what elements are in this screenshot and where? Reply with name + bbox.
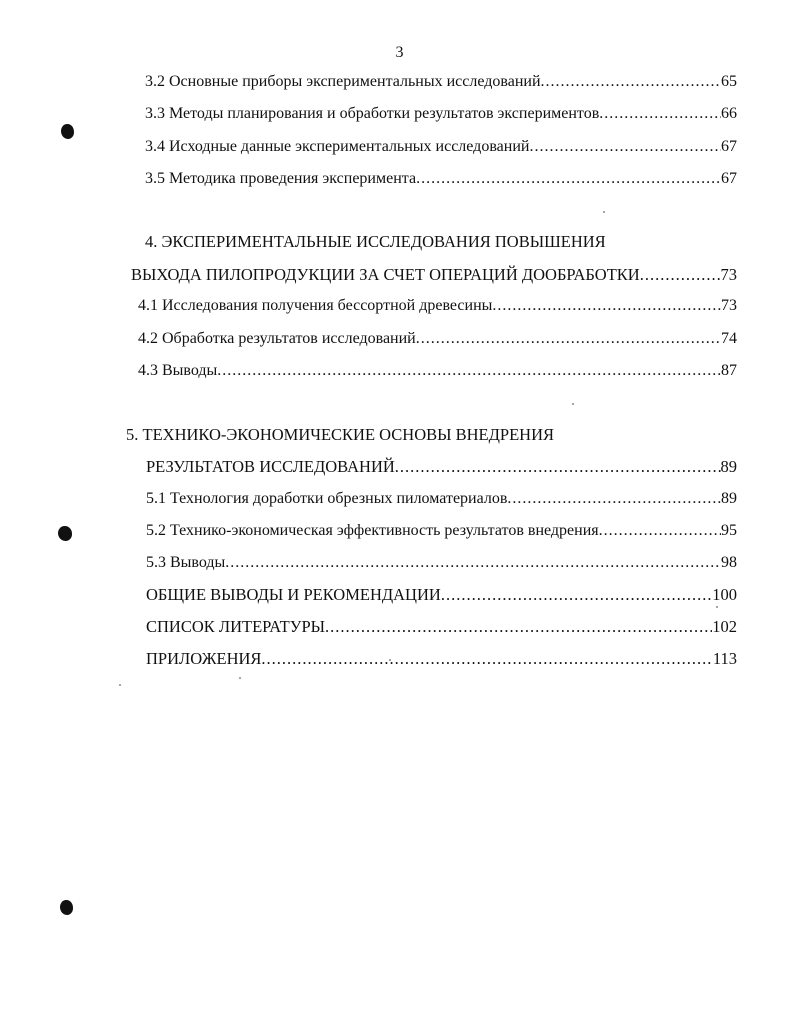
- toc-entry-3-2[interactable]: [145, 72, 737, 92]
- scan-speck: [119, 684, 121, 686]
- toc-entry-label: 3.3 Методы планирования и обработки результатов экспериментов: [145, 105, 600, 122]
- toc-entry-conclusions[interactable]: [146, 585, 737, 605]
- toc-entry-label: 4.2 Обработка результатов исследований: [138, 330, 416, 347]
- dot-leader: [529, 137, 721, 157]
- toc-entry-label: 3.5 Методика проведения эксперимента: [145, 170, 417, 187]
- chapter-5-heading-line-2[interactable]: [146, 457, 737, 477]
- toc-entry-label: 5.2 Технико-экономическая эффективность результатов внедрения: [146, 522, 599, 539]
- dot-leader: [541, 72, 722, 92]
- dot-leader: [640, 265, 721, 285]
- scan-speck: [716, 606, 718, 608]
- toc-entry-4-3[interactable]: [138, 361, 737, 381]
- scan-speck: [239, 677, 241, 679]
- dot-leader: [507, 489, 721, 509]
- toc-entry-references[interactable]: [146, 617, 737, 637]
- dot-leader: [441, 585, 712, 605]
- dot-leader: [599, 104, 721, 124]
- toc-entry-label: ПРИЛОЖЕНИЯ: [146, 649, 262, 668]
- page-number: 3: [395, 44, 404, 61]
- toc-entry-page: 65: [721, 73, 737, 90]
- scan-speck: [389, 659, 391, 661]
- hole-punch-mark: [60, 900, 73, 915]
- toc-entry-page: 100: [712, 585, 737, 604]
- toc-entry-page: 95: [721, 522, 737, 539]
- toc-entry-3-3[interactable]: [145, 104, 737, 124]
- toc-entry-3-4[interactable]: [145, 137, 737, 157]
- toc-entry-3-5[interactable]: [145, 169, 737, 189]
- dot-leader: [217, 361, 721, 381]
- toc-entry-label: 5.3 Выводы: [146, 554, 226, 571]
- dot-leader: [416, 329, 721, 349]
- toc-entry-page: 67: [721, 170, 737, 187]
- toc-entry-4-2[interactable]: [138, 329, 737, 349]
- dot-leader: [492, 296, 721, 316]
- toc-entry-page: 89: [721, 490, 737, 507]
- toc-entry-label: ОБЩИЕ ВЫВОДЫ И РЕКОМЕНДАЦИИ: [146, 585, 441, 604]
- dot-leader: [325, 617, 712, 637]
- toc-entry-5-3[interactable]: [146, 553, 737, 573]
- toc-entry-page: 73: [721, 297, 737, 314]
- toc-entry-label: РЕЗУЛЬТАТОВ ИССЛЕДОВАНИЙ: [146, 457, 395, 476]
- toc-entry-page: 66: [721, 105, 737, 122]
- dot-leader: [416, 169, 721, 189]
- dot-leader: [261, 649, 712, 669]
- dot-leader: [599, 521, 721, 541]
- chapter-4-heading-line-1[interactable]: 4. ЭКСПЕРИМЕНТАЛЬНЫЕ ИССЛЕДОВАНИЯ ПОВЫШЕНИЯ: [145, 232, 606, 251]
- scan-speck: [603, 211, 605, 213]
- toc-entry-page: 73: [720, 265, 737, 284]
- toc-entry-page: 67: [721, 138, 737, 155]
- toc-entry-5-1[interactable]: [146, 489, 737, 509]
- toc-entry-label: 3.4 Исходные данные экспериментальных исследований: [145, 138, 530, 155]
- toc-entry-label: ВЫХОДА ПИЛОПРОДУКЦИИ ЗА СЧЕТ ОПЕРАЦИЙ ДООБРАБОТКИ: [131, 265, 640, 284]
- toc-entry-label: 4.1 Исследования получения бессортной древесины: [138, 297, 493, 314]
- dot-leader: [225, 553, 721, 573]
- toc-entry-label: 3.2 Основные приборы экспериментальных исследований: [145, 73, 541, 90]
- dot-leader: [395, 457, 721, 477]
- toc-entry-5-2[interactable]: [146, 521, 737, 541]
- hole-punch-mark: [61, 124, 74, 139]
- toc-entry-label: 5.1 Технология доработки обрезных пиломатериалов: [146, 490, 508, 507]
- toc-entry-page: 89: [720, 457, 737, 476]
- toc-entry-label: 4.3 Выводы: [138, 362, 218, 379]
- toc-entry-page: 113: [712, 649, 737, 668]
- toc-entry-4-1[interactable]: [138, 296, 737, 316]
- hole-punch-mark: [58, 526, 72, 541]
- toc-entry-page: 98: [721, 554, 737, 571]
- toc-entry-appendices[interactable]: [146, 649, 737, 669]
- toc-entry-page: 87: [721, 362, 737, 379]
- chapter-5-heading-line-1[interactable]: 5. ТЕХНИКО-ЭКОНОМИЧЕСКИЕ ОСНОВЫ ВНЕДРЕНИЯ: [126, 425, 554, 444]
- scan-speck: [572, 403, 574, 405]
- toc-entry-page: 102: [712, 617, 737, 636]
- toc-entry-label: СПИСОК ЛИТЕРАТУРЫ: [146, 617, 326, 636]
- chapter-4-heading-line-2[interactable]: [131, 265, 737, 285]
- toc-entry-page: 74: [721, 330, 737, 347]
